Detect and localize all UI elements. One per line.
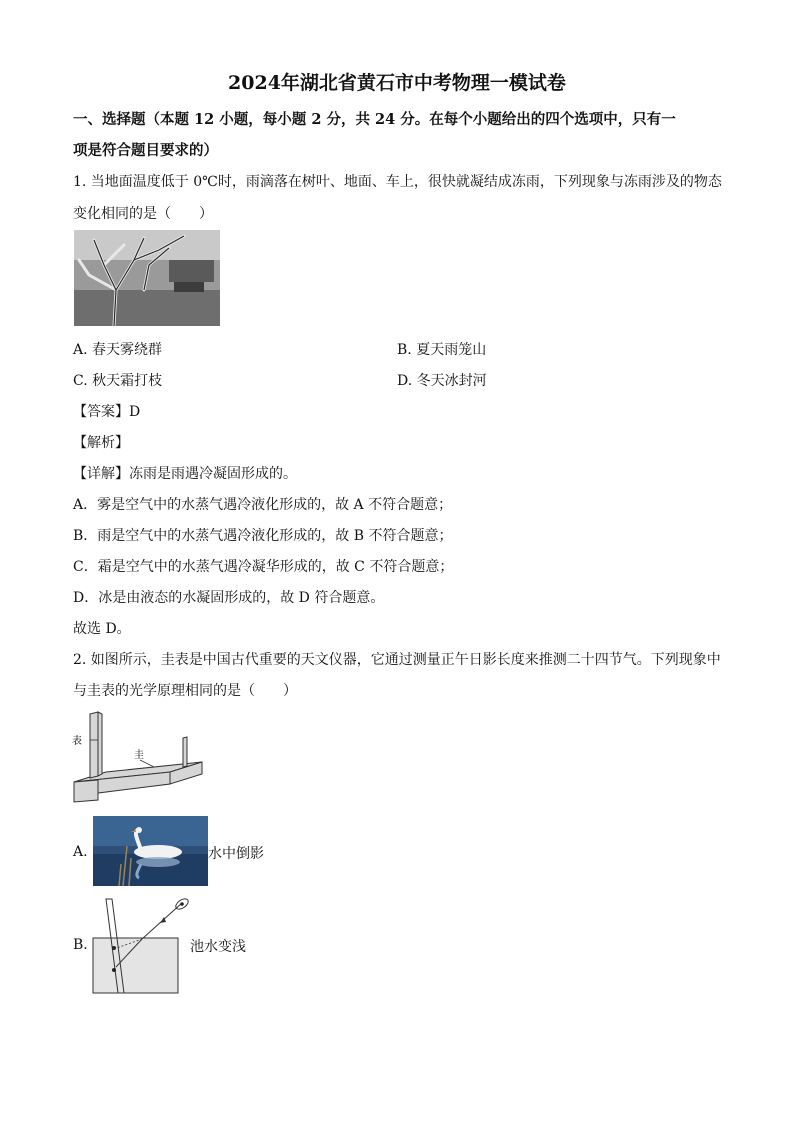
q2-label-gui: 圭	[134, 750, 144, 761]
q1-analysis-heading: 【解析】	[73, 435, 129, 451]
q1-option-b: B. 夏天雨笼山	[397, 342, 487, 358]
q1-explanation-d: D．冰是由液态的水凝固形成的，故 D 符合题意。	[73, 590, 385, 606]
q1-option-a: A. 春天雾绕群	[73, 342, 163, 358]
q1-detail: 【详解】冻雨是雨遇冷凝固形成的。	[73, 466, 297, 482]
q1-stem-line1: 1. 当地面温度低于 0℃时，雨滴落在树叶、地面、车上，很快就凝结成冻雨，下列现象与冻雨涉及的物态	[73, 174, 722, 190]
q2-stem-line1: 2. 如图所示，圭表是中国古代重要的天文仪器，它通过测量正午日影长度来推测二十四节气。下列现象中	[73, 652, 721, 668]
q2-swan-reflection-photo	[93, 816, 208, 886]
q1-option-d: D. 冬天冰封河	[397, 373, 487, 389]
section-heading-line1: 一、选择题（本题 12 小题，每小题 2 分，共 24 分。在每个小题给出的四个选项中，只有一	[73, 111, 676, 128]
q1-explanation-b: B．雨是空气中的水蒸气遇冷液化形成的，故 B 不符合题意；	[73, 528, 453, 544]
q1-answer: 【答案】D	[73, 404, 141, 420]
q1-frozen-tree-photo	[74, 230, 220, 326]
q2-option-b-letter: B.	[73, 937, 88, 953]
q1-stem-line2: 变化相同的是（ ）	[73, 206, 213, 222]
q2-label-biao: 表	[72, 736, 82, 747]
q1-option-c: C. 秋天霜打枝	[73, 373, 163, 389]
q1-conclusion: 故选 D。	[73, 621, 131, 637]
section-heading-line2: 项是符合题目要求的）	[73, 142, 218, 159]
q2-option-b-text: 池水变浅	[190, 939, 246, 955]
q2-refraction-diagram	[90, 893, 190, 995]
q1-explanation-c: C．霜是空气中的水蒸气遇冷凝华形成的，故 C 不符合题意；	[73, 559, 454, 575]
q2-option-a-text: 水中倒影	[208, 846, 264, 862]
q1-explanation-a: A．雾是空气中的水蒸气遇冷液化形成的，故 A 不符合题意；	[73, 497, 453, 513]
page-title: 2024年湖北省黄石市中考物理一模试卷	[228, 72, 566, 94]
q2-stem-line2: 与圭表的光学原理相同的是（ ）	[73, 683, 297, 699]
q2-gnomon-diagram	[70, 710, 210, 805]
q2-option-a-letter: A.	[73, 844, 88, 860]
